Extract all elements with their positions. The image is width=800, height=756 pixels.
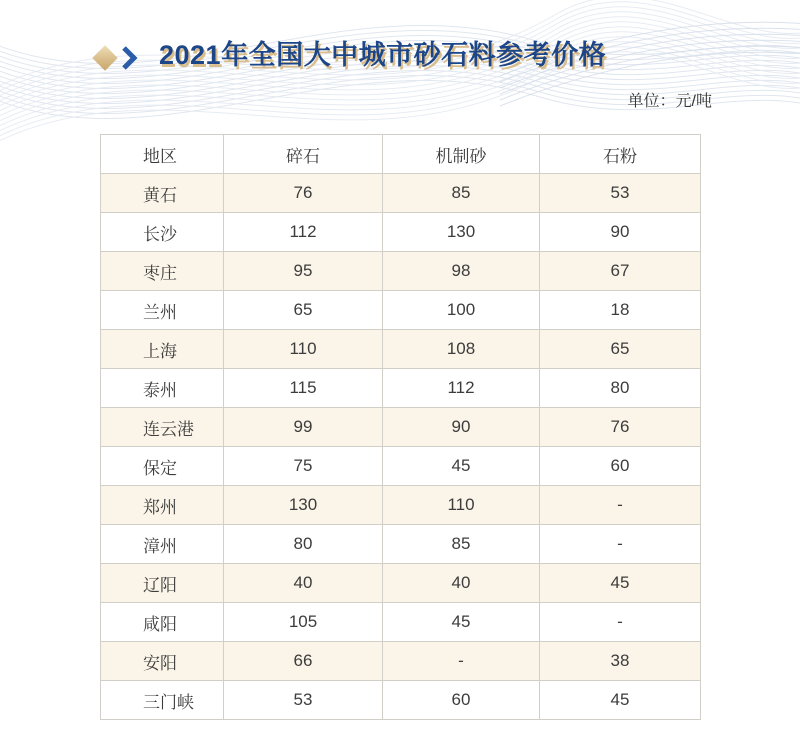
price-cell: 40 <box>383 564 540 603</box>
table-row <box>101 564 701 603</box>
table-row <box>101 369 701 408</box>
region-cell: 安阳 <box>101 642 224 681</box>
price-cell: 110 <box>224 330 383 369</box>
price-cell: 80 <box>224 525 383 564</box>
price-cell: 18 <box>540 291 701 330</box>
price-cell: 53 <box>540 174 701 213</box>
price-cell: 45 <box>540 564 701 603</box>
table-row <box>101 642 701 681</box>
price-cell: 115 <box>224 369 383 408</box>
price-cell: 99 <box>224 408 383 447</box>
region-cell: 保定 <box>101 447 224 486</box>
price-cell: 76 <box>540 408 701 447</box>
price-cell: 40 <box>224 564 383 603</box>
price-cell: 45 <box>540 681 701 720</box>
price-cell: 76 <box>224 174 383 213</box>
table-row <box>101 291 701 330</box>
table-row <box>101 252 701 291</box>
price-cell: 100 <box>383 291 540 330</box>
price-cell: 108 <box>383 330 540 369</box>
price-cell: 53 <box>224 681 383 720</box>
price-cell: 75 <box>224 447 383 486</box>
price-table <box>100 134 701 720</box>
table-row <box>101 174 701 213</box>
price-cell: 90 <box>383 408 540 447</box>
price-cell: 65 <box>540 330 701 369</box>
price-cell: 105 <box>224 603 383 642</box>
table-row <box>101 603 701 642</box>
column-header-crushed-stone: 碎石 <box>224 135 383 174</box>
price-cell: 60 <box>540 447 701 486</box>
region-cell: 枣庄 <box>101 252 224 291</box>
column-header-stone-powder: 石粉 <box>540 135 701 174</box>
price-cell: 85 <box>383 174 540 213</box>
page-title: 2021年全国大中城市砂石料参考价格 <box>159 40 607 70</box>
price-cell: 130 <box>224 486 383 525</box>
price-cell: 95 <box>224 252 383 291</box>
column-header-region: 地区 <box>101 135 224 174</box>
price-cell: 38 <box>540 642 701 681</box>
price-cell: 85 <box>383 525 540 564</box>
table-header-row <box>101 135 701 174</box>
table-row <box>101 525 701 564</box>
price-cell: 67 <box>540 252 701 291</box>
table-row <box>101 408 701 447</box>
price-cell: 60 <box>383 681 540 720</box>
table-row <box>101 330 701 369</box>
region-cell: 漳州 <box>101 525 224 564</box>
region-cell: 泰州 <box>101 369 224 408</box>
region-cell: 三门峡 <box>101 681 224 720</box>
title-bullet <box>96 44 138 72</box>
region-cell: 上海 <box>101 330 224 369</box>
table-row <box>101 681 701 720</box>
price-cell: - <box>540 486 701 525</box>
price-cell: 112 <box>224 213 383 252</box>
region-cell: 连云港 <box>101 408 224 447</box>
region-cell: 郑州 <box>101 486 224 525</box>
column-header-machine-sand: 机制砂 <box>383 135 540 174</box>
region-cell: 兰州 <box>101 291 224 330</box>
price-cell: 90 <box>540 213 701 252</box>
price-cell: 45 <box>383 447 540 486</box>
price-table-container <box>100 134 701 720</box>
region-cell: 咸阳 <box>101 603 224 642</box>
chevron-right-icon <box>121 44 138 72</box>
region-cell: 长沙 <box>101 213 224 252</box>
price-cell: - <box>540 603 701 642</box>
price-cell: 130 <box>383 213 540 252</box>
price-cell: 66 <box>224 642 383 681</box>
price-cell: 45 <box>383 603 540 642</box>
table-row <box>101 447 701 486</box>
table-row <box>101 486 701 525</box>
region-cell: 黄石 <box>101 174 224 213</box>
unit-label: 单位：元/吨 <box>627 93 712 110</box>
table-body <box>101 174 701 720</box>
price-cell: 65 <box>224 291 383 330</box>
price-cell: - <box>383 642 540 681</box>
table-row <box>101 213 701 252</box>
price-cell: 112 <box>383 369 540 408</box>
price-cell: 80 <box>540 369 701 408</box>
price-cell: 98 <box>383 252 540 291</box>
price-cell: 110 <box>383 486 540 525</box>
diamond-icon <box>92 45 117 70</box>
price-cell: - <box>540 525 701 564</box>
region-cell: 辽阳 <box>101 564 224 603</box>
